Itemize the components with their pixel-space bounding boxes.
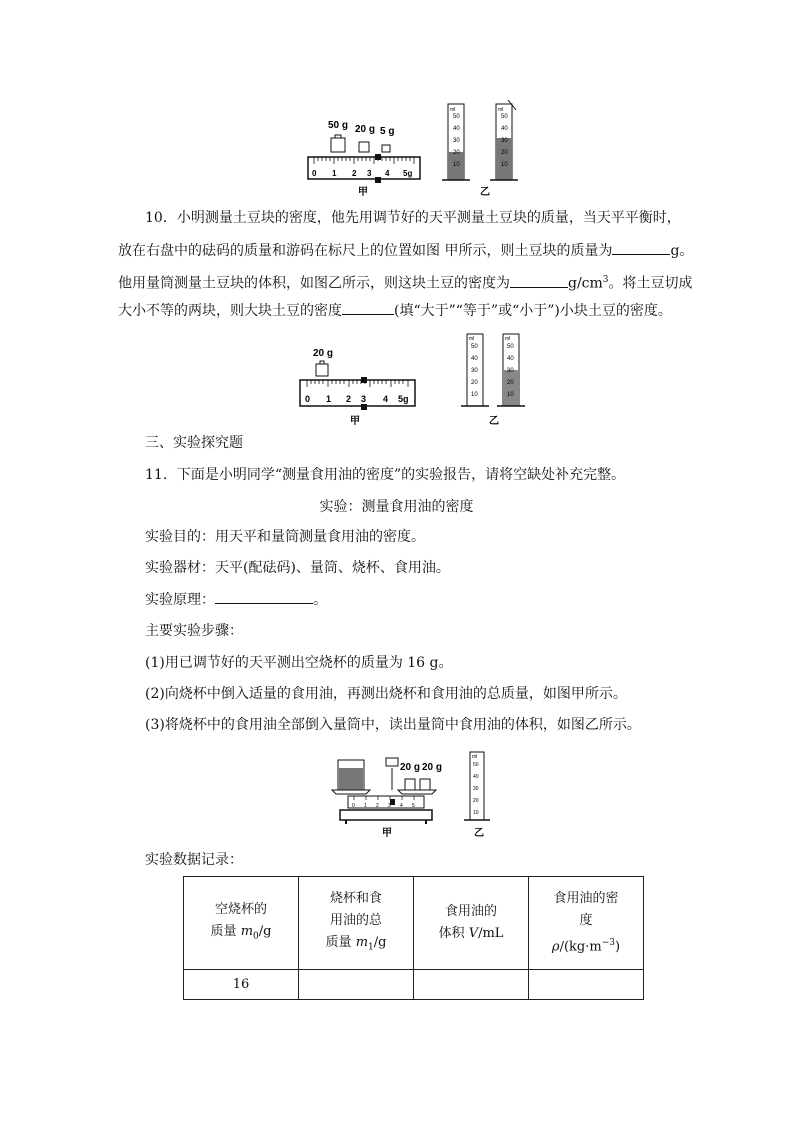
- svg-text:20 g: 20 g: [400, 762, 421, 773]
- svg-text:40: 40: [507, 356, 514, 362]
- header-total-mass: 烧杯和食 用油的总 质量 $m_1/g$: [299, 877, 414, 970]
- svg-text:5g: 5g: [403, 169, 413, 178]
- step-3: (3)将烧杯中的食用油全部倒入量筒中，读出量筒中食用油的体积，如图乙所示。: [145, 717, 641, 733]
- svg-text:3: 3: [367, 169, 372, 178]
- cylinder-b: [490, 100, 518, 180]
- step-2: (2)向烧杯中倒入适量的食用油，再测出烧杯和食用油的总质量，如图甲所示。: [145, 686, 627, 702]
- figure-2: [295, 330, 525, 430]
- weight-5g: [380, 126, 394, 152]
- svg-text:0: 0: [305, 394, 311, 404]
- section-3-heading: 三、实验探究题: [145, 435, 243, 451]
- svg-text:乙: 乙: [480, 187, 490, 198]
- svg-text:20 g: 20 g: [422, 762, 443, 773]
- weight-20g: [313, 348, 333, 376]
- svg-text:30: 30: [501, 138, 508, 144]
- table-header-row: [184, 877, 644, 970]
- svg-text:20: 20: [471, 380, 478, 386]
- header-empty-beaker-mass: 空烧杯的 质量 $m_0/g$: [184, 877, 299, 970]
- svg-text:4: 4: [383, 394, 389, 404]
- table-row: [184, 970, 644, 1000]
- svg-text:5g: 5g: [398, 394, 409, 404]
- svg-text:50 g: 50 g: [328, 120, 349, 131]
- svg-text:40: 40: [453, 126, 460, 132]
- weight-50g: [328, 120, 348, 152]
- q11-line-1: 11．下面是小明同学“测量食用油的密度”的实验报告，请将空缺处补充完整。: [145, 467, 626, 483]
- svg-text:乙: 乙: [489, 416, 499, 427]
- svg-text:ml: ml: [505, 336, 511, 342]
- experiment-principle: 实验原理： 。: [145, 589, 705, 610]
- experiment-equipment: 实验器材：天平(配砝码)、量筒、烧杯、食用油。: [145, 560, 450, 576]
- svg-text:1: 1: [364, 803, 367, 809]
- svg-text:30: 30: [473, 786, 479, 792]
- step-1: (1)用已调节好的天平测出空烧杯的质量为 16 g。: [145, 655, 453, 671]
- figure-3: [330, 748, 500, 840]
- answer-blank-density[interactable]: [510, 273, 568, 288]
- svg-text:10: 10: [471, 392, 478, 398]
- svg-text:5: 5: [412, 803, 415, 809]
- svg-text:3: 3: [388, 803, 391, 809]
- balance: [332, 758, 442, 824]
- experiment-purpose: 实验目的：用天平和量筒测量食用油的密度。: [145, 529, 425, 545]
- svg-text:ml: ml: [472, 754, 478, 760]
- svg-text:50: 50: [501, 114, 508, 120]
- svg-text:10: 10: [473, 810, 479, 816]
- svg-text:10: 10: [501, 162, 508, 168]
- svg-text:50: 50: [507, 344, 514, 350]
- answer-blank-mass[interactable]: [612, 240, 670, 255]
- header-oil-volume: 食用油的 体积 V/mL: [414, 877, 529, 970]
- svg-text:0: 0: [312, 169, 317, 178]
- answer-blank-principle[interactable]: [215, 589, 313, 604]
- svg-text:2: 2: [376, 803, 379, 809]
- answer-blank-compare[interactable]: [342, 300, 394, 315]
- q10-line-3: 他用量筒测量土豆块的体积，如图乙所示，则这块土豆的密度为 $g/cm^3$。将土豆切成: [118, 270, 678, 294]
- svg-text:20 g: 20 g: [355, 124, 376, 135]
- svg-text:30: 30: [471, 368, 478, 374]
- cell-oil-density[interactable]: [529, 970, 644, 1000]
- svg-text:40: 40: [501, 126, 508, 132]
- svg-text:0: 0: [352, 803, 355, 809]
- cell-oil-volume[interactable]: [414, 970, 529, 1000]
- svg-text:20: 20: [501, 150, 508, 156]
- svg-text:30: 30: [453, 138, 460, 144]
- svg-text:4: 4: [400, 803, 403, 809]
- cylinder-a: [442, 104, 470, 180]
- q10-line-2: 放在右盘中的砝码的质量和游码在标尺上的位置如图 甲所示，则土豆块的质量为 g。: [118, 240, 678, 261]
- svg-text:甲: 甲: [382, 828, 392, 839]
- svg-text:20 g: 20 g: [313, 348, 334, 359]
- weight-20g: [355, 124, 375, 152]
- svg-text:40: 40: [473, 774, 479, 780]
- svg-text:甲: 甲: [358, 187, 368, 198]
- svg-text:10: 10: [453, 162, 460, 168]
- svg-text:40: 40: [471, 356, 478, 362]
- cell-total-mass[interactable]: [299, 970, 414, 1000]
- svg-text:2: 2: [352, 169, 357, 178]
- q10-line-4: 大小不等的两块，则大块土豆的密度 (填“大于”“等于”或“小于”)小块土豆的密度。: [118, 300, 678, 321]
- svg-text:1: 1: [332, 169, 337, 178]
- svg-text:50: 50: [473, 762, 479, 768]
- header-oil-density: 食用油的密 度 $\rho/(kg\cdot m^{-3})$: [529, 877, 644, 970]
- svg-text:50: 50: [471, 344, 478, 350]
- svg-text:3: 3: [361, 394, 367, 404]
- cylinder-b: [497, 334, 525, 406]
- svg-text:30: 30: [507, 368, 514, 374]
- data-table: [183, 876, 644, 1000]
- figure-1: [300, 100, 530, 200]
- svg-text:ml: ml: [450, 107, 456, 113]
- experiment-title: 实验：测量食用油的密度: [319, 499, 474, 515]
- svg-text:ml: ml: [469, 336, 475, 342]
- record-heading: 实验数据记录：: [145, 852, 243, 868]
- svg-text:10: 10: [507, 392, 514, 398]
- svg-text:2: 2: [346, 394, 352, 404]
- svg-text:20: 20: [507, 380, 514, 386]
- balance-ruler: [300, 377, 415, 410]
- q10-line-1: 10．小明测量土豆块的密度，他先用调节好的天平测量土豆块的质量，当天平平衡时，: [145, 210, 681, 226]
- svg-text:甲: 甲: [350, 416, 360, 427]
- balance-ruler: [308, 154, 420, 183]
- svg-text:5 g: 5 g: [380, 126, 395, 137]
- steps-heading: 主要实验步骤：: [145, 623, 243, 639]
- cylinder-a: [461, 334, 489, 406]
- svg-text:20: 20: [473, 798, 479, 804]
- cell-empty-beaker-mass: 16: [184, 970, 299, 1000]
- svg-text:20: 20: [453, 150, 460, 156]
- svg-text:乙: 乙: [474, 828, 484, 839]
- svg-text:ml: ml: [498, 107, 504, 113]
- cylinder: [464, 752, 490, 820]
- svg-text:4: 4: [385, 169, 390, 178]
- svg-text:50: 50: [453, 114, 460, 120]
- svg-text:1: 1: [326, 394, 332, 404]
